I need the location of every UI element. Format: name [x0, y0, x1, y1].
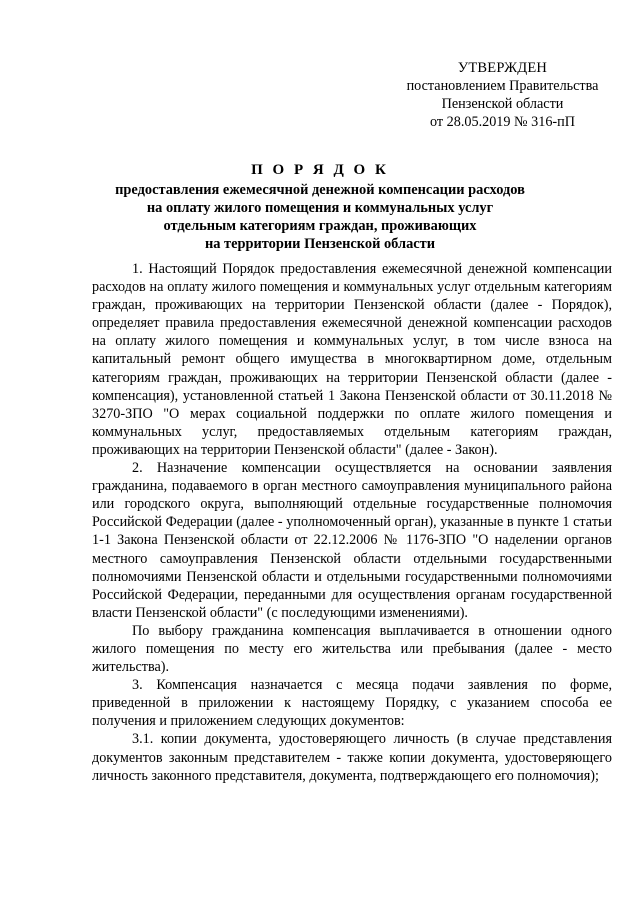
document-heading — [92, 161, 548, 253]
approval-stamp — [400, 59, 605, 131]
approval-line: постановлением Правительства — [406, 78, 599, 94]
approval-date-line: от 28.05.2019 № 316-пП — [430, 114, 575, 130]
approval-line: Пензенской области — [441, 96, 564, 112]
approval-title: УТВЕРЖДЕН — [457, 60, 548, 76]
document-subtitle-line: на территории Пензенской области — [204, 236, 436, 252]
document-subtitle-line: отдельным категориям граждан, проживающих — [163, 218, 477, 234]
paragraph-3-1: 3.1. копии документа, удостоверяющего личность (в случае представления документов законным представителем - также копии документа, удостоверяющего личность законного представителя, документа, подтверждающего его полномочия); — [92, 731, 612, 784]
document-body — [92, 260, 612, 785]
document-subtitle-line: на оплату жилого помещения и коммунальных услуг — [146, 200, 494, 216]
paragraph-2: 2. Назначение компенсации осуществляется на основании заявления гражданина, подаваемого в орган местного самоуправления муниципального района или городского округа, выполняющий отдельные государственные полномочия Российской Федерации (далее - уполномоченный орган), указанные в пункте 1 статьи 1-1 Закона Пензенской области от 22.12.2006 № 1176-ЗПО "О наделении органов местного самоуправления Пензенской области отдельными государственными полномочиями Пензенской области и отдельными государственными полномочиями Российской Федерации, переданными для осуществления органам государственной власти Пензенской области" (с последующими изменениями). — [92, 460, 612, 621]
paragraph-1: 1. Настоящий Порядок предоставления ежемесячной денежной компенсации расходов на оплату жилого помещения и коммунальных услуг отдельным категориям граждан, проживающих на территории Пензенской области (далее - Порядок), определяет правила предоставления ежемесячной денежной компенсации расходов на оплату жилого помещения и коммунальных услуг, в том числе взноса на капитальный ремонт общего имущества в многоквартирном доме, отдельным категориям граждан, проживающих на территории Пензенской области (далее - компенсация), установленной статьей 1 Закона Пензенской области от 30.11.2018 № 3270-ЗПО "О мерах социальной поддержки по оплате жилого помещения и коммунальных услуг, предоставляемых отдельным категориям граждан, проживающих на территории Пензенской области" (далее - Закон). — [92, 261, 612, 458]
document-title: П О Р Я Д О К — [251, 162, 389, 178]
paragraph-3: 3. Компенсация назначается с месяца подачи заявления по форме, приведенной в приложении к настоящему Порядку, с указанием способа ее получения и приложением следующих документов: — [92, 677, 612, 730]
paragraph-2-continuation: По выбору гражданина компенсация выплачивается в отношении одного жилого помещения по месту его жительства или пребывания (далее - место жительства). — [92, 622, 612, 676]
document-subtitle-line: предоставления ежемесячной денежной компенсации расходов — [115, 182, 525, 198]
